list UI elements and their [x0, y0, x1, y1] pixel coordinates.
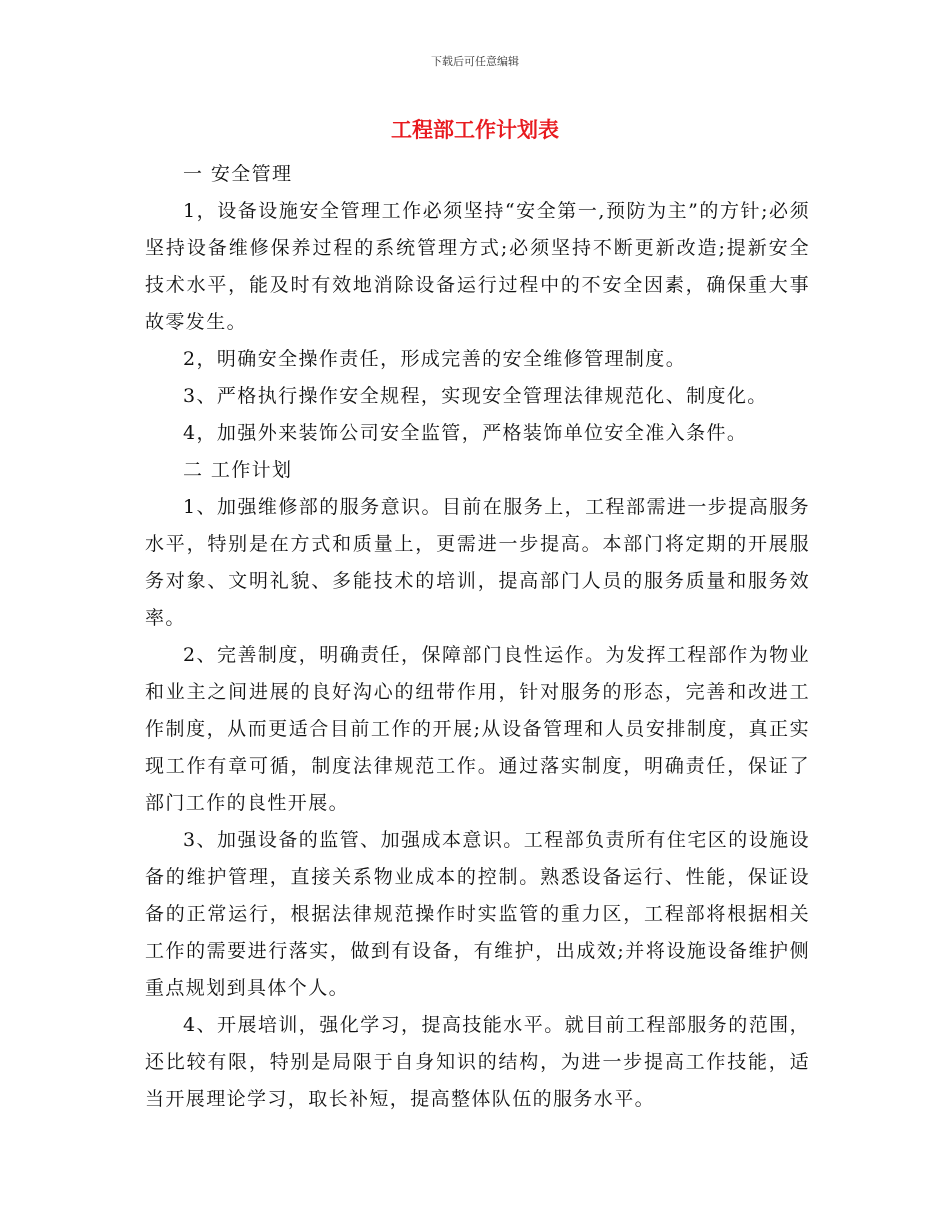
header-note: 下载后可任意编辑 — [431, 55, 519, 68]
plan-item-4: 4、开展培训，强化学习，提高技能水平。就目前工程部服务的范围，还比较有限，特别是局限于自身知识的结构，为进一步提高工作技能，适当开展理论学习，取长补短，提高整体队伍的服务水平。 — [145, 1014, 810, 1110]
plan-item-3: 3、加强设备的监管、加强成本意识。工程部负责所有住宅区的设施设备的维护管理，直接关系物业成本的控制。熟悉设备运行、性能，保证设备的正常运行，根据法律规范操作时实监管的重力区，工程部将根据相关工作的需要进行落实，做到有设备，有维护，出成效;并将设施设备维护侧重点规划到具体个人。 — [145, 829, 810, 999]
section-heading-safety: 一 安全管理 — [183, 163, 293, 185]
safety-item-3: 3、严格执行操作安全规程，实现安全管理法律规范化、制度化。 — [183, 385, 768, 407]
section-heading-plan: 二 工作计划 — [183, 459, 293, 481]
safety-item-4: 4，加强外来装饰公司安全监管，严格装饰单位安全准入条件。 — [183, 422, 748, 444]
safety-item-1: 1，设备设施安全管理工作必须坚持“安全第一,预防为主”的方针;必须坚持设备维修保养过程的系统管理方式;必须坚持不断更新改造;提新安全技术水平，能及时有效地消除设备运行过程中的不安全因素，确保重大事故零发生。 — [145, 200, 810, 333]
safety-item-2: 2，明确安全操作责任，形成完善的安全维修管理制度。 — [183, 348, 687, 370]
plan-item-2: 2、完善制度，明确责任，保障部门良性运作。为发挥工程部作为物业和业主之间进展的良好沟心的纽带作用，针对服务的形态，完善和改进工作制度，从而更适合目前工作的开展;从设备管理和人员安排制度，真正实现工作有章可循，制度法律规范工作。通过落实制度，明确责任，保证了部门工作的良性开展。 — [145, 644, 810, 814]
plan-item-1: 1、加强维修部的服务意识。目前在服务上，工程部需进一步提高服务水平，特别是在方式和质量上，更需进一步提高。本部门将定期的开展服务对象、文明礼貌、多能技术的培训，提高部门人员的服务质量和服务效率。 — [145, 496, 810, 629]
page-title: 工程部工作计划表 — [391, 118, 559, 142]
document-body — [145, 156, 810, 1118]
